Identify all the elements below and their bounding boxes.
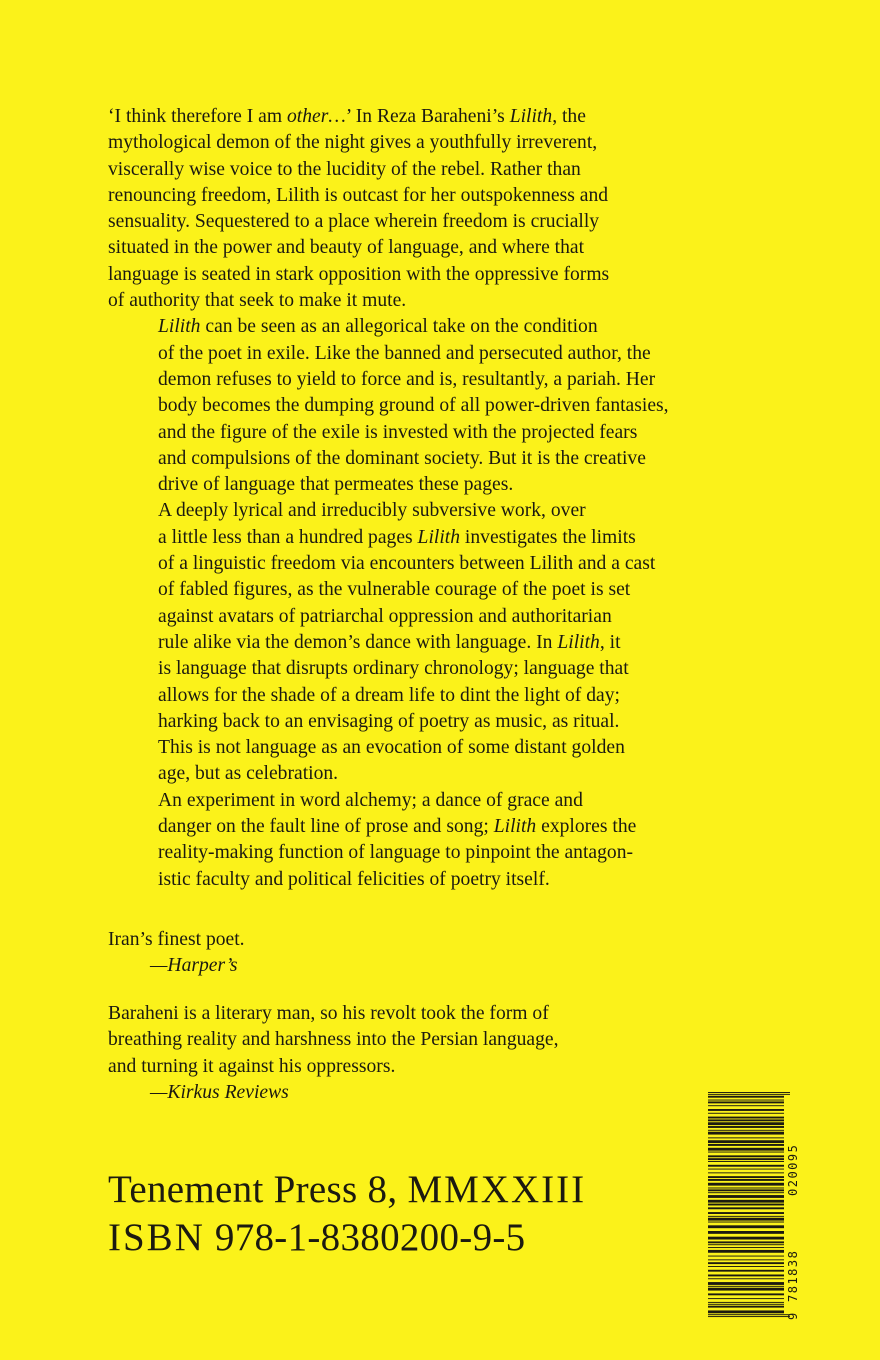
- barcode-bar: [708, 1278, 784, 1279]
- title-italic: Lilith: [158, 316, 201, 338]
- barcode-bar: [708, 1169, 784, 1170]
- text-line: rule alike via the demon’s dance with language. In Lilith, it: [158, 631, 621, 653]
- barcode-bar: [708, 1247, 784, 1248]
- barcode-bar: [708, 1286, 784, 1287]
- back-cover-blurb: [108, 104, 708, 893]
- barcode-bar: [708, 1158, 784, 1160]
- text-line: Lilith can be seen as an allegorical take on the condition: [158, 316, 598, 338]
- barcode-bar: [708, 1096, 784, 1098]
- text-line: istic faculty and political felicities of poetry itself.: [158, 868, 550, 890]
- title-italic: Lilith: [509, 106, 553, 127]
- barcode-bar: [708, 1101, 784, 1103]
- barcode-bar: [708, 1259, 784, 1260]
- barcode-bar: [708, 1161, 784, 1162]
- barcode-bar: [708, 1192, 784, 1193]
- barcode-bar: [708, 1216, 784, 1217]
- text-line: harking back to an envisaging of poetry as music, as ritual.: [158, 710, 620, 732]
- text-line: age, but as celebration.: [158, 763, 339, 785]
- barcode-bar: [708, 1306, 784, 1308]
- text-line: and the figure of the exile is invested with the projected fears: [158, 421, 638, 443]
- quote-text: Baraheni is a literary man, so his revolt took the form of: [108, 1003, 549, 1024]
- text-line: is language that disrupts ordinary chronology; language that: [158, 658, 629, 680]
- text-line: demon refuses to yield to force and is, resultantly, a pariah. Her: [158, 368, 656, 390]
- isbn-line: [108, 1214, 586, 1262]
- barcode-bar: [708, 1176, 784, 1178]
- quote-text: and turning it against his oppressors.: [108, 1055, 396, 1077]
- barcode-bar: [708, 1130, 784, 1131]
- quote-attribution: —Harper’s: [150, 955, 238, 977]
- barcode-bar: [708, 1109, 784, 1111]
- barcode-bar: [708, 1262, 784, 1264]
- text-line: viscerally wise voice to the lucidity of the rebel. Rather than: [108, 158, 581, 180]
- barcode-bar: [708, 1195, 784, 1198]
- text-line: An experiment in word alchemy; a dance of grace and: [158, 789, 583, 811]
- text-line: mythological demon of the night gives a youthfully irreverent,: [108, 132, 598, 154]
- barcode-bar: [708, 1298, 784, 1299]
- barcode-bar: [708, 1212, 784, 1214]
- barcode-bar: [708, 1316, 790, 1317]
- barcode-digit-left: 9: [786, 1312, 800, 1320]
- barcode-bar: [708, 1155, 784, 1157]
- barcode-bar: [708, 1250, 784, 1253]
- publisher-imprint: [108, 1166, 586, 1262]
- text-line: situated in the power and beauty of language, and where that: [108, 237, 585, 259]
- barcode-bar: [708, 1148, 784, 1151]
- title-italic: Lilith: [493, 816, 537, 838]
- barcode-bar: [708, 1165, 784, 1167]
- text-line: of a linguistic freedom via encounters between Lilith and a cast: [158, 553, 656, 575]
- barcode-bar: [708, 1282, 784, 1285]
- barcode-bar: [708, 1237, 784, 1240]
- barcode-bar: [708, 1244, 784, 1245]
- blurb-paragraph-2: [108, 314, 708, 498]
- barcode-bar: [708, 1204, 784, 1206]
- barcode-bar: [708, 1266, 784, 1267]
- text-line: drive of language that permeates these pages.: [158, 474, 514, 496]
- text-line: of authority that seek to make it mute.: [108, 290, 407, 312]
- quote-text: breathing reality and harshness into the Persian language,: [108, 1029, 559, 1051]
- barcode-bar: [708, 1256, 784, 1257]
- barcode-bar: [708, 1275, 784, 1277]
- quote-text: Iran’s finest poet.: [108, 929, 245, 950]
- barcode-bar: [708, 1117, 784, 1119]
- barcode-bar: [708, 1137, 784, 1138]
- barcode-bar: [708, 1218, 784, 1221]
- barcode-bar: [708, 1304, 784, 1305]
- barcode-bar: [708, 1144, 784, 1146]
- isbn-label: ISBN: [108, 1216, 205, 1259]
- text-line: and compulsions of the dominant society. But it is the creative: [158, 447, 646, 469]
- blurb-paragraph-4: [108, 788, 708, 893]
- publication-year: MMXXIII: [407, 1168, 587, 1211]
- barcode-bar: [708, 1172, 784, 1173]
- text-line: danger on the fault line of prose and song; Lilith explores the: [158, 816, 637, 838]
- barcode-bar: [708, 1119, 784, 1121]
- barcode-digits-mid: 781838: [786, 1249, 800, 1302]
- barcode-bar: [708, 1207, 784, 1209]
- barcode-bar: [708, 1132, 784, 1135]
- blurb-paragraph-3: [108, 498, 708, 787]
- barcode-bar: [708, 1288, 784, 1291]
- text-line: of fabled figures, as the vulnerable courage of the poet is set: [158, 579, 631, 601]
- barcode-bars: [708, 1092, 790, 1317]
- isbn-number: 978-1-8380200-9-5: [204, 1216, 526, 1259]
- barcode-bar: [708, 1270, 784, 1272]
- barcode-bar: [708, 1231, 784, 1234]
- barcode-bar: [708, 1183, 784, 1186]
- barcode-graphic: [706, 1088, 802, 1326]
- text-line: body becomes the dumping ground of all power-driven fantasies,: [158, 395, 669, 417]
- publisher-name: Tenement Press 8,: [108, 1168, 408, 1211]
- barcode-bar: [708, 1222, 784, 1223]
- review-quote-kirkus: [108, 1001, 728, 1106]
- title-italic: other…: [286, 106, 346, 127]
- barcode-bar: [708, 1140, 784, 1143]
- barcode-bar: [708, 1126, 784, 1128]
- barcode-bar: [708, 1094, 790, 1095]
- quote-attribution: —Kirkus Reviews: [150, 1081, 289, 1103]
- review-quote-harpers: [108, 927, 728, 980]
- text-line: ‘I think therefore I am other…’ In Reza Baraheni’s Lilith, the: [108, 106, 586, 127]
- text-line: A deeply lyrical and irreducibly subversive work, over: [158, 500, 586, 522]
- publisher-line: [108, 1166, 586, 1214]
- title-italic: Lilith: [417, 526, 461, 548]
- barcode-bar: [708, 1225, 784, 1228]
- text-line: This is not language as an evocation of some distant golden: [158, 737, 625, 759]
- barcode-bar: [708, 1200, 784, 1203]
- barcode-bar: [708, 1293, 784, 1295]
- barcode-bar: [708, 1100, 784, 1101]
- barcode-bar: [708, 1179, 784, 1181]
- barcode-bar: [708, 1105, 784, 1106]
- text-line: sensuality. Sequestered to a place wherein freedom is crucially: [108, 211, 600, 233]
- text-line: allows for the shade of a dream life to dint the light of day;: [158, 684, 620, 706]
- text-line: a little less than a hundred pages Lilith investigates the limits: [158, 526, 636, 548]
- text-line: renouncing freedom, Lilith is outcast for her outspokenness and: [108, 184, 609, 206]
- isbn-barcode: [706, 1088, 802, 1326]
- barcode-bar: [708, 1113, 784, 1114]
- text-line: language is seated in stark opposition with the oppressive forms: [108, 263, 610, 285]
- barcode-bar: [708, 1302, 784, 1303]
- barcode-digits-right: 020095: [786, 1143, 800, 1196]
- blurb-paragraph-1: [108, 104, 708, 314]
- title-italic: Lilith: [557, 631, 600, 653]
- barcode-bar: [708, 1092, 790, 1093]
- barcode-bar: [708, 1241, 784, 1243]
- barcode-bar: [708, 1152, 784, 1153]
- text-line: reality-making function of language to pinpoint the antagon-: [158, 842, 634, 864]
- text-line: against avatars of patriarchal oppression and authoritarian: [158, 605, 612, 627]
- barcode-bar: [708, 1122, 784, 1125]
- barcode-bar: [708, 1314, 790, 1315]
- text-line: of the poet in exile. Like the banned and persecuted author, the: [158, 342, 651, 364]
- barcode-bar: [708, 1188, 784, 1189]
- barcode-bar: [708, 1310, 784, 1313]
- barcode-bar: [708, 1189, 784, 1191]
